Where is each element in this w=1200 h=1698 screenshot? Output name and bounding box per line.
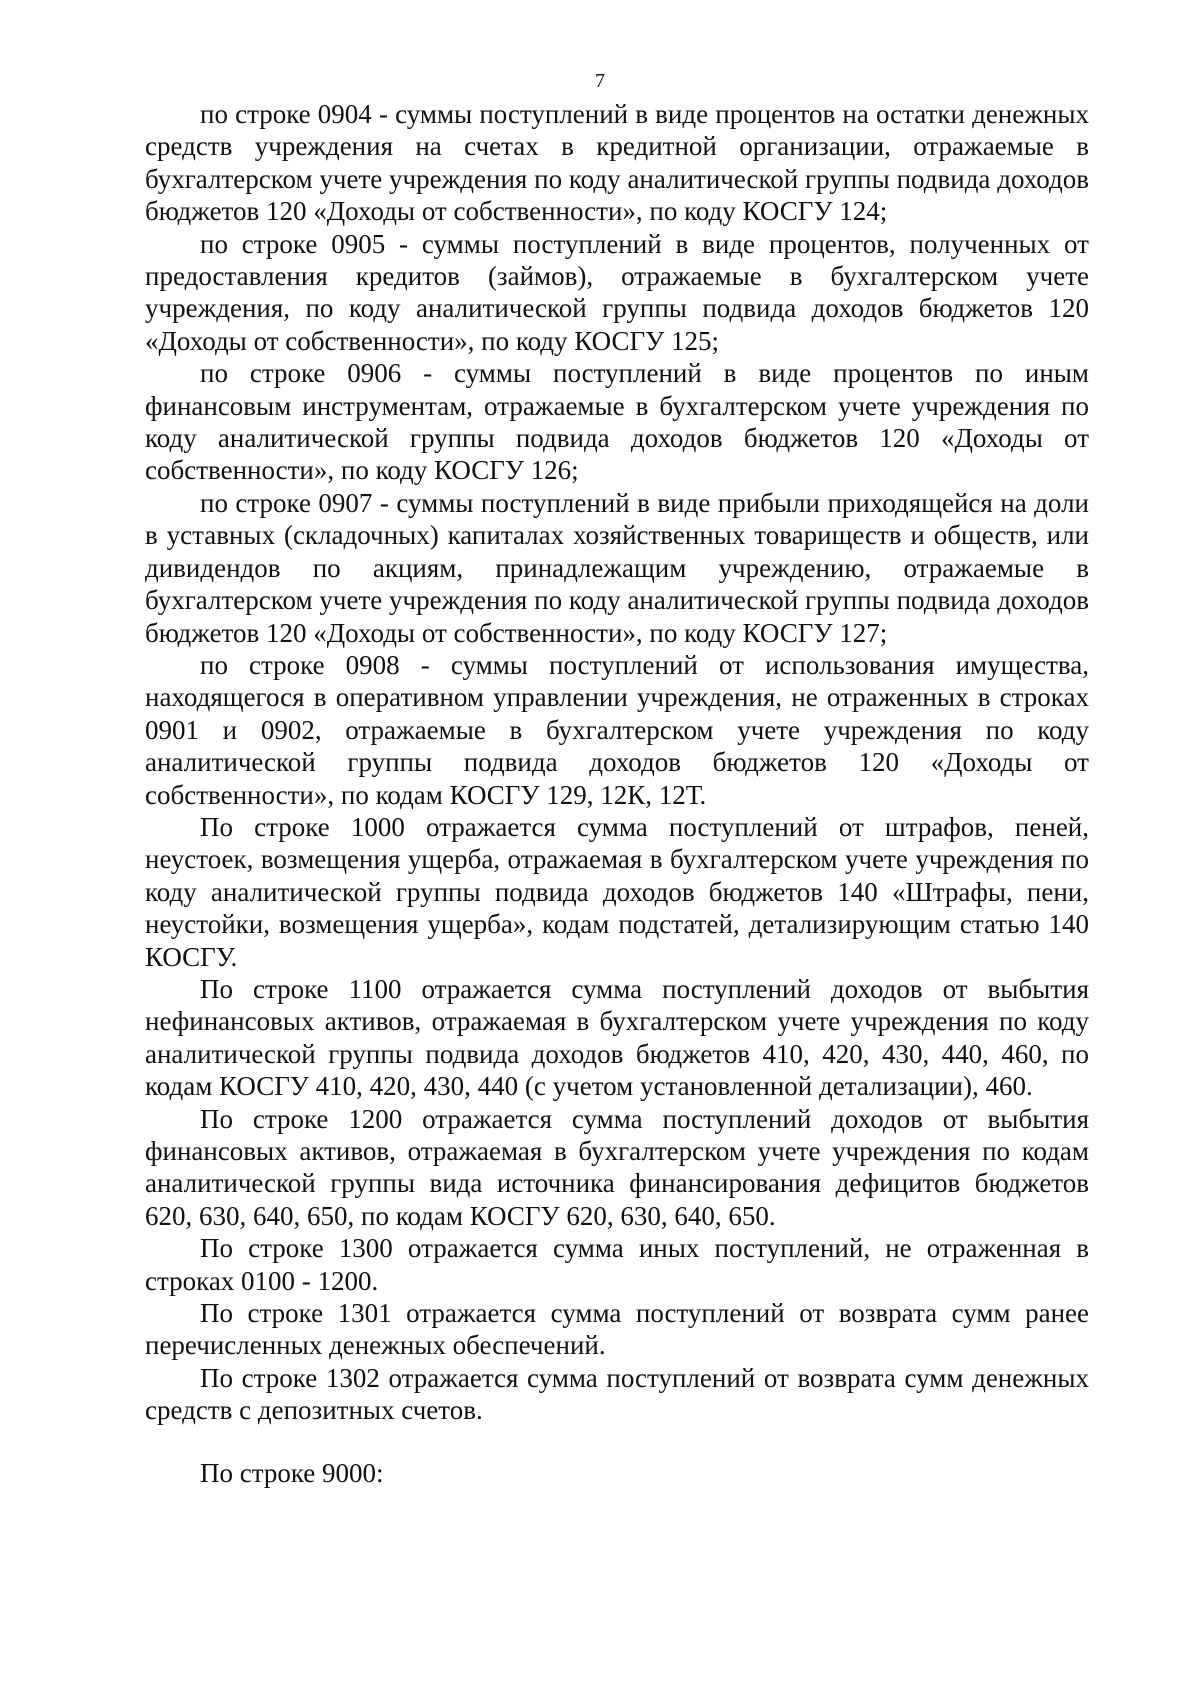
paragraph-line-0908: по строке 0908 - суммы поступлений от использования имущества, находящегося в оперативном управлении учреждения, не отраженных в строках 0901 и 0902, отражаемые в бухгалтерском учете учреждения по коду аналитической группы подвида доходов бюджетов 120 «Доходы от собственности», по кодам КОСГУ 129, 12К, 12Т. xyxy=(145,649,1089,810)
page-number: 7 xyxy=(595,70,605,92)
paragraph-line-1200: По строке 1200 отражается сумма поступлений доходов от выбытия финансовых активов, отражаемая в бухгалтерском учете учреждения по кодам аналитической группы вида источника финансирования дефицитов бюджетов 620, 630, 640, 650, по кодам КОСГУ 620, 630, 640, 650. xyxy=(145,1103,1089,1231)
paragraph-line-9000: По строке 9000: xyxy=(200,1457,384,1488)
paragraph-line-0907: по строке 0907 - суммы поступлений в виде прибыли приходящейся на доли в уставных (складочных) капиталах хозяйственных товариществ и обществ, или дивидендов по акциям, принадлежащим учреждению, отражаемые в бухгалтерском учете учреждения по коду аналитической группы подвида доходов бюджетов 120 «Доходы от собственности», по коду КОСГУ 127; xyxy=(145,487,1089,648)
paragraph-line-1100: По строке 1100 отражается сумма поступлений доходов от выбытия нефинансовых активов, отражаемая в бухгалтерском учете учреждения по коду аналитической группы подвида доходов бюджетов 410, 420, 430, 440, 460, по кодам КОСГУ 410, 420, 430, 440 (с учетом установленной детализации), 460. xyxy=(145,973,1089,1102)
paragraph-line-0904: по строке 0904 - суммы поступлений в виде процентов на остатки денежных средств учреждения на счетах в кредитной организации, отражаемые в бухгалтерском учете учреждения по коду аналитической группы подвида доходов бюджетов 120 «Доходы от собственности», по коду КОСГУ 124; xyxy=(145,99,1089,227)
paragraph-line-1302: По строке 1302 отражается сумма поступлений от возврата сумм денежных средств с депозитных счетов. xyxy=(145,1362,1089,1426)
paragraph-line-1301: По строке 1301 отражается сумма поступлений от возврата сумм ранее перечисленных денежных обеспечений. xyxy=(145,1298,1089,1361)
paragraph-line-0906: по строке 0906 - суммы поступлений в виде процентов по иным финансовым инструментам, отражаемые в бухгалтерском учете учреждения по коду аналитической группы подвида доходов бюджетов 120 «Доходы от собственности», по коду КОСГУ 126; xyxy=(145,358,1089,486)
paragraph-line-1000: По строке 1000 отражается сумма поступлений от штрафов, пеней, неустоек, возмещения ущерба, отражаемая в бухгалтерском учете учреждения по коду аналитической группы подвида доходов бюджетов 140 «Штрафы, пени, неустойки, возмещения ущерба», кодам подстатей, детализирующим статью 140 КОСГУ. xyxy=(145,811,1089,972)
document-body xyxy=(145,98,1089,1489)
paragraph-line-0905: по строке 0905 - суммы поступлений в виде процентов, полученных от предоставления кредитов (займов), отражаемые в бухгалтерском учете учреждения, по коду аналитической группы подвида доходов бюджетов 120 «Доходы от собственности», по коду КОСГУ 125; xyxy=(145,228,1089,356)
paragraph-line-1300: По строке 1300 отражается сумма иных поступлений, не отраженная в строках 0100 - 1200. xyxy=(145,1233,1089,1296)
